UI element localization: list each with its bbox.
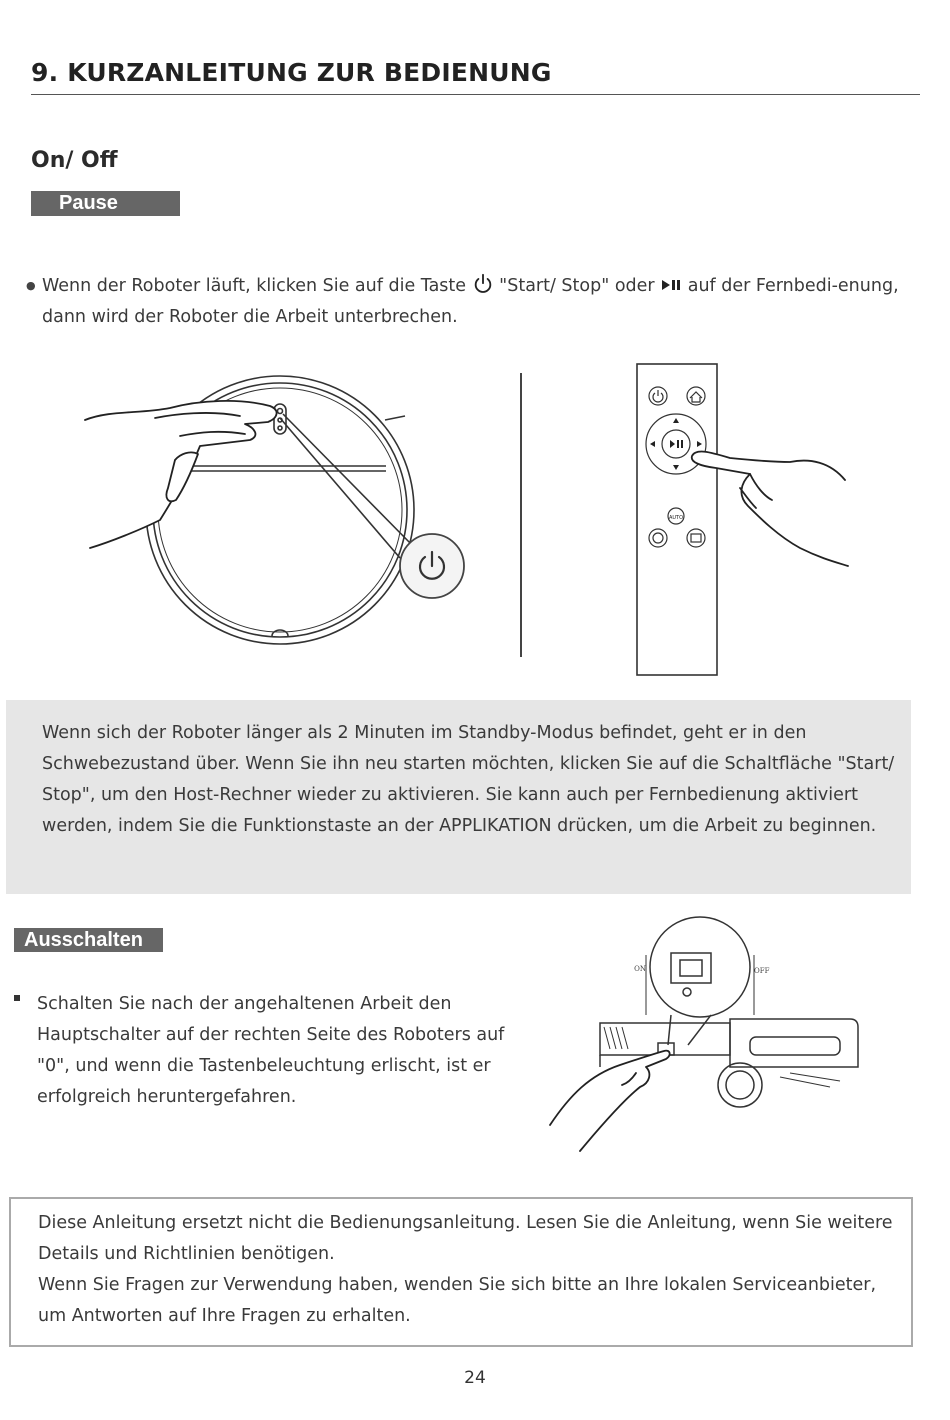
pause-text-part1: Wenn der Roboter läuft, klicken Sie auf die Taste	[42, 276, 472, 296]
off-label-box	[14, 928, 163, 952]
page-number: 24	[464, 1368, 486, 1388]
pause-label-box	[31, 191, 180, 216]
bullet-dot: ●	[26, 279, 36, 292]
notice-line-2: Wenn Sie Fragen zur Verwendung haben, wenden Sie sich bitte an Ihre lokalen Serviceanbieter, um Antworten auf Ihre Fragen zu erhalten.	[38, 1275, 877, 1326]
auto-button-label: AUTO	[668, 515, 684, 521]
bullet-square	[14, 995, 20, 1001]
illustration-divider	[520, 373, 522, 657]
main-switch-illustration	[540, 915, 870, 1155]
notice-line-1: Diese Anleitung ersetzt nicht die Bedienungsanleitung. Lesen Sie die Anleitung, wenn Sie weitere Details und Richtlinien benötigen.	[38, 1213, 893, 1264]
pause-text-part2: "Start/ Stop" oder	[493, 276, 661, 296]
pause-label: Pause	[59, 192, 118, 214]
standby-note: Wenn sich der Roboter länger als 2 Minuten im Standby-Modus befindet, geht er in den Schwebezustand über. Wenn Sie ihn neu starten möchten, klicken Sie auf die Schaltfläche "Start/ Stop", um den Host-Rechner wieder zu aktivieren. Sie kann auch per Fernbedienung aktiviert werden, indem Sie die Funktionstaste an der APPLIKATION drücken, um die Arbeit zu beginnen.	[42, 723, 895, 836]
pause-instruction	[42, 271, 912, 333]
switch-off-label: OFF	[754, 967, 770, 975]
notice-text	[38, 1208, 908, 1332]
standby-info-box	[6, 700, 911, 894]
remote-control-illustration	[600, 362, 860, 682]
on-off-title: On/ Off	[31, 148, 118, 173]
off-label: Ausschalten	[24, 929, 143, 951]
notice-box	[9, 1197, 913, 1347]
power-icon	[472, 273, 494, 295]
off-instruction: Schalten Sie nach der angehaltenen Arbeit den Hauptschalter auf der rechten Seite des Roboters auf "0", und wenn die Tastenbeleuchtung erlischt, ist er erfolgreich heruntergefahren.	[37, 994, 505, 1107]
section-heading-text: 9. KURZANLEITUNG ZUR BEDIENUNG	[31, 58, 552, 87]
section-heading	[31, 54, 920, 95]
robot-top-illustration	[80, 370, 480, 660]
pause-text-part3: auf der Fernbedi-enung, dann wird der Roboter die Arbeit unterbrechen.	[42, 276, 899, 327]
switch-on-label: ON	[634, 965, 646, 973]
play-pause-icon	[660, 278, 682, 292]
